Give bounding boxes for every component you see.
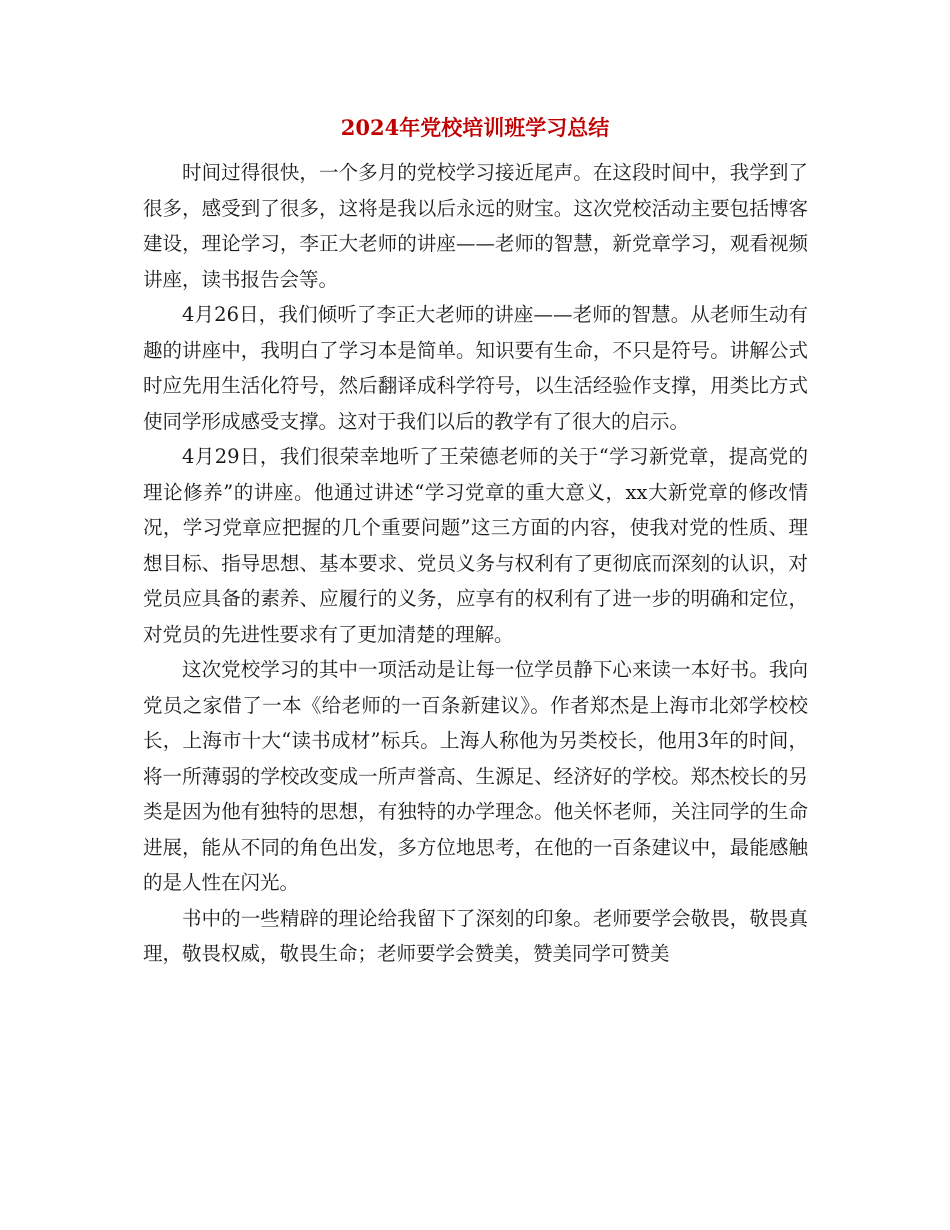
paragraph-book-theory: 书中的一些精辟的理论给我留下了深刻的印象。老师要学会敬畏，敬畏真理，敬畏权威，敬畏生命；老师要学会赞美，赞美同学可赞美	[143, 906, 808, 965]
document-title: 2024年党校培训班学习总结	[340, 115, 610, 140]
paragraph-intro: 时间过得很快，一个多月的党校学习接近尾声。在这段时间中，我学到了很多，感受到了很多，这将是我以后永远的财宝。这次党校活动主要包括博客建设，理论学习，李正大老师的讲座——老师的智慧，新党章学习，观看视频讲座，读书报告会等。	[143, 161, 808, 291]
paragraph-book-reading: 这次党校学习的其中一项活动是让每一位学员静下心来读一本好书。我向党员之家借了一本《给老师的一百条新建议》。作者郑杰是上海市北郊学校校长，上海市十大“读书成材”标兵。上海人称他为另类校长，他用3年的时间，将一所薄弱的学校改变成一所声誉高、生源足、经济好的学校。郑杰校长的另类是因为他有独特的思想，有独特的办学理念。他关怀老师，关注同学的生命进展，能从不同的角色出发，多方位地思考，在他的一百条建议中，最能感触的是人性在闪光。	[143, 658, 808, 894]
document-body	[143, 155, 808, 972]
paragraph-lecture-wang: 4月29日，我们很荣幸地听了王荣德老师的关于“学习新党章，提高党的理论修养”的讲座。他通过讲述“学习党章的重大意义，xx大新党章的修改情况，学习党章应把握的几个重要问题”这三方面的内容，使我对党的性质、理想目标、指导思想、基本要求、党员义务与权利有了更彻底而深刻的认识，对党员应具备的素养、应履行的义务，应享有的权利有了进一步的明确和定位，对党员的先进性要求有了更加清楚的理解。	[143, 445, 808, 646]
paragraph-lecture-li: 4月26日，我们倾听了李正大老师的讲座——老师的智慧。从老师生动有趣的讲座中，我明白了学习本是简单。知识要有生命，不只是符号。讲解公式时应先用生活化符号，然后翻译成科学符号，以生活经验作支撑，用类比方式使同学形成感受支撑。这对于我们以后的教学有了很大的启示。	[143, 303, 808, 433]
